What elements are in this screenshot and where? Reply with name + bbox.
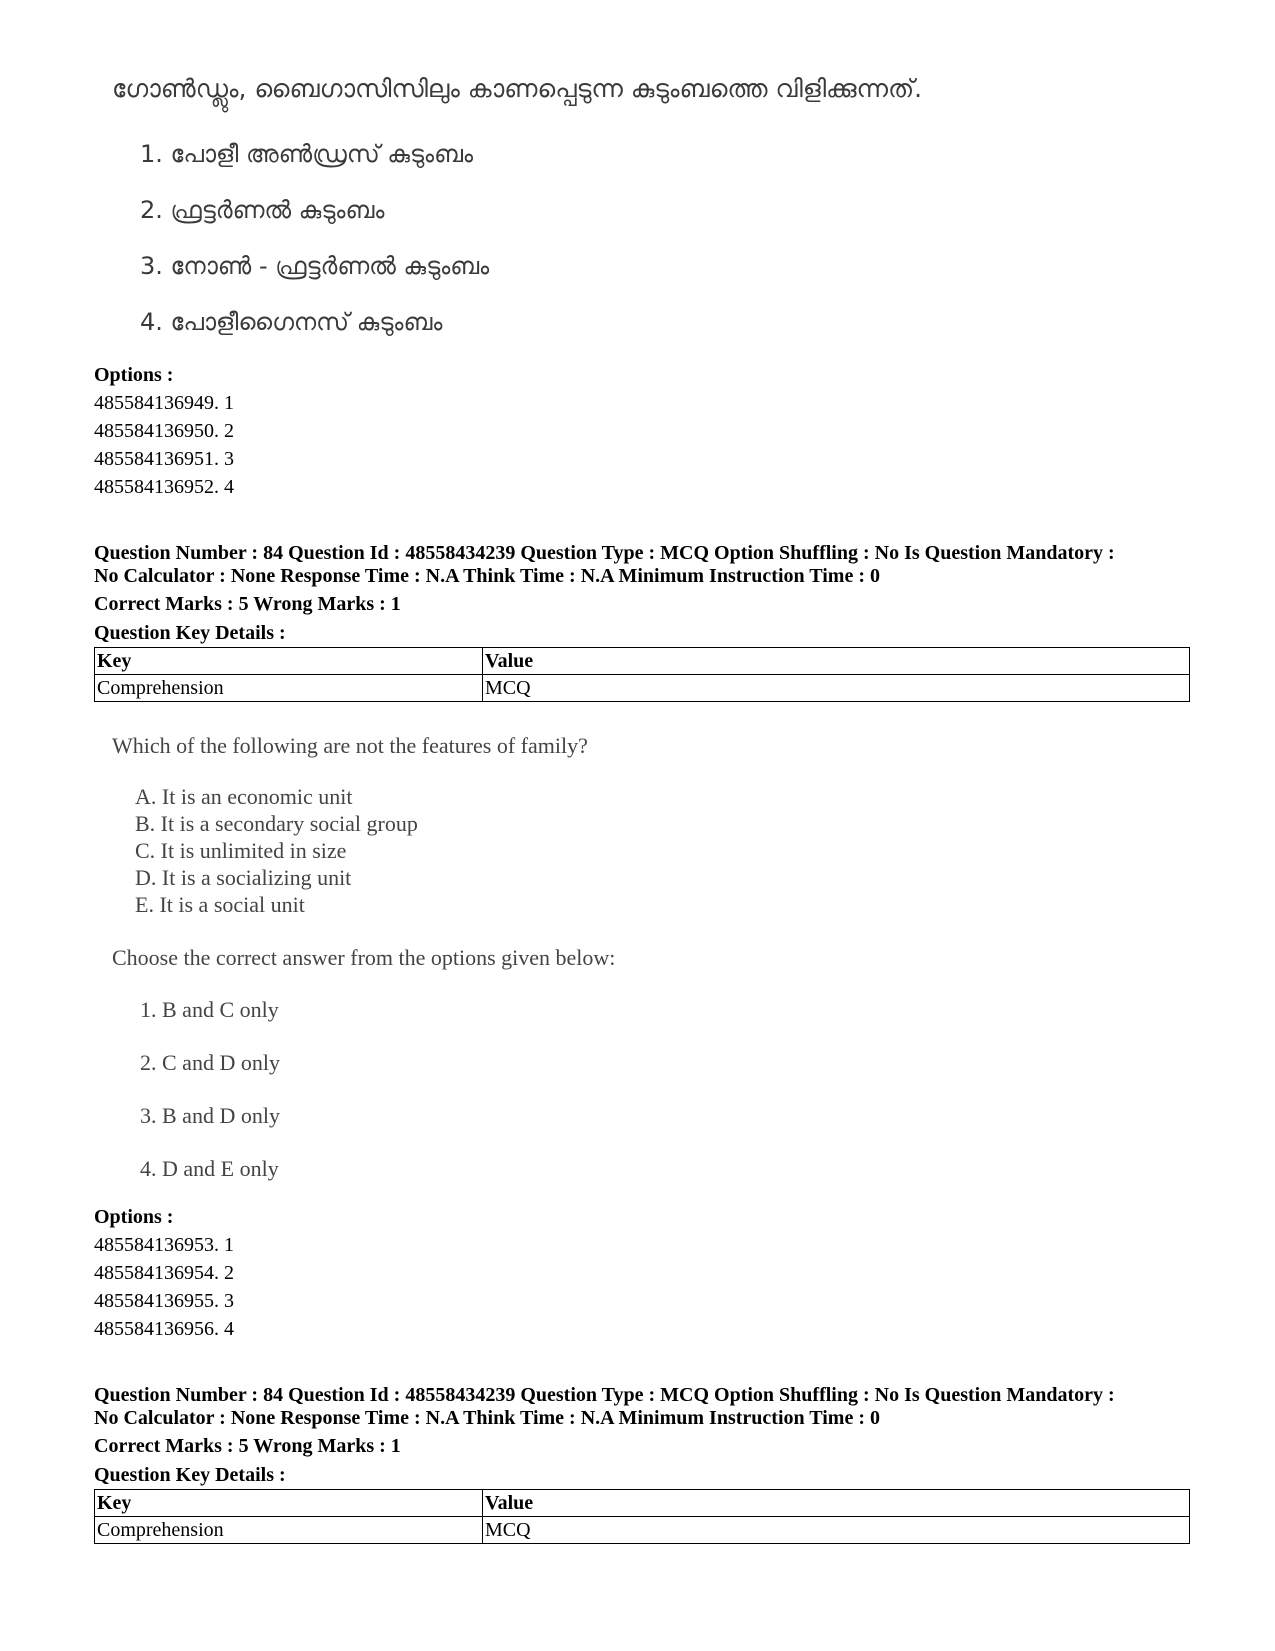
options-label: Options :	[94, 364, 174, 386]
statement-d: D. It is a socializing unit	[135, 865, 352, 890]
choice-1: 1. B and C only	[140, 997, 279, 1022]
statement-a: A. It is an economic unit	[135, 784, 353, 809]
option-id: 485584136950. 2	[94, 420, 234, 442]
marks-line: Correct Marks : 5 Wrong Marks : 1	[94, 1435, 401, 1457]
key-details-label: Question Key Details :	[94, 622, 286, 644]
choice-4: 4. D and E only	[140, 1156, 279, 1181]
table-header-key: Key	[95, 1490, 483, 1517]
option-id: 485584136951. 3	[94, 448, 234, 470]
malayalam-choice-3: 3. നോൺ - ഫ്രട്ടർണൽ കുടുംബം	[140, 252, 490, 280]
options-label: Options :	[94, 1206, 174, 1228]
statement-b: B. It is a secondary social group	[135, 811, 418, 836]
table-cell-key: Comprehension	[95, 675, 483, 702]
malayalam-choice-4: 4. പോളീഗൈനസ് കുടുംബം	[140, 308, 443, 336]
table-row	[95, 1517, 1190, 1544]
question-meta	[94, 1384, 1194, 1430]
statement-e: E. It is a social unit	[135, 892, 305, 917]
table-row	[95, 675, 1190, 702]
option-id: 485584136955. 3	[94, 1290, 234, 1312]
question-meta-line-2: No Calculator : None Response Time : N.A Think Time : N.A Minimum Instruction Time : 0	[94, 1407, 880, 1429]
table-header-row	[95, 1490, 1190, 1517]
table-header-key: Key	[95, 648, 483, 675]
key-details-table	[94, 1489, 1190, 1544]
malayalam-choice-2: 2. ഫ്രട്ടർണൽ കുടുംബം	[140, 196, 385, 224]
choice-3: 3. B and D only	[140, 1103, 280, 1128]
table-cell-value: MCQ	[483, 675, 1190, 702]
question-stem: Which of the following are not the features of family?	[112, 733, 588, 758]
table-header-value: Value	[483, 1490, 1190, 1517]
key-details-label: Question Key Details :	[94, 1464, 286, 1486]
key-details-table	[94, 647, 1190, 702]
question-meta-line-1: Question Number : 84 Question Id : 48558434239 Question Type : MCQ Option Shuffling : No Is Question Mandatory :	[94, 542, 1115, 564]
choice-2: 2. C and D only	[140, 1050, 280, 1075]
choose-instruction: Choose the correct answer from the options given below:	[112, 945, 616, 970]
table-cell-value: MCQ	[483, 1517, 1190, 1544]
malayalam-question-stem: ഗോൺഡ്ലും, ബൈഗാസിസിലും കാണപ്പെടുന്ന കുടുംബത്തെ വിളിക്കുന്നത്.	[112, 74, 923, 103]
option-id: 485584136956. 4	[94, 1318, 234, 1340]
option-id: 485584136949. 1	[94, 392, 234, 414]
malayalam-choice-1: 1. പോളീ അൺഡ്രസ് കുടുംബം	[140, 140, 474, 168]
table-header-value: Value	[483, 648, 1190, 675]
question-meta-line-2: No Calculator : None Response Time : N.A Think Time : N.A Minimum Instruction Time : 0	[94, 565, 880, 587]
marks-line: Correct Marks : 5 Wrong Marks : 1	[94, 593, 401, 615]
question-meta-line-1: Question Number : 84 Question Id : 48558434239 Question Type : MCQ Option Shuffling : No Is Question Mandatory :	[94, 1384, 1115, 1406]
statement-c: C. It is unlimited in size	[135, 838, 347, 863]
option-id: 485584136952. 4	[94, 476, 234, 498]
option-id: 485584136954. 2	[94, 1262, 234, 1284]
table-cell-key: Comprehension	[95, 1517, 483, 1544]
option-id: 485584136953. 1	[94, 1234, 234, 1256]
question-meta	[94, 542, 1194, 588]
table-header-row	[95, 648, 1190, 675]
